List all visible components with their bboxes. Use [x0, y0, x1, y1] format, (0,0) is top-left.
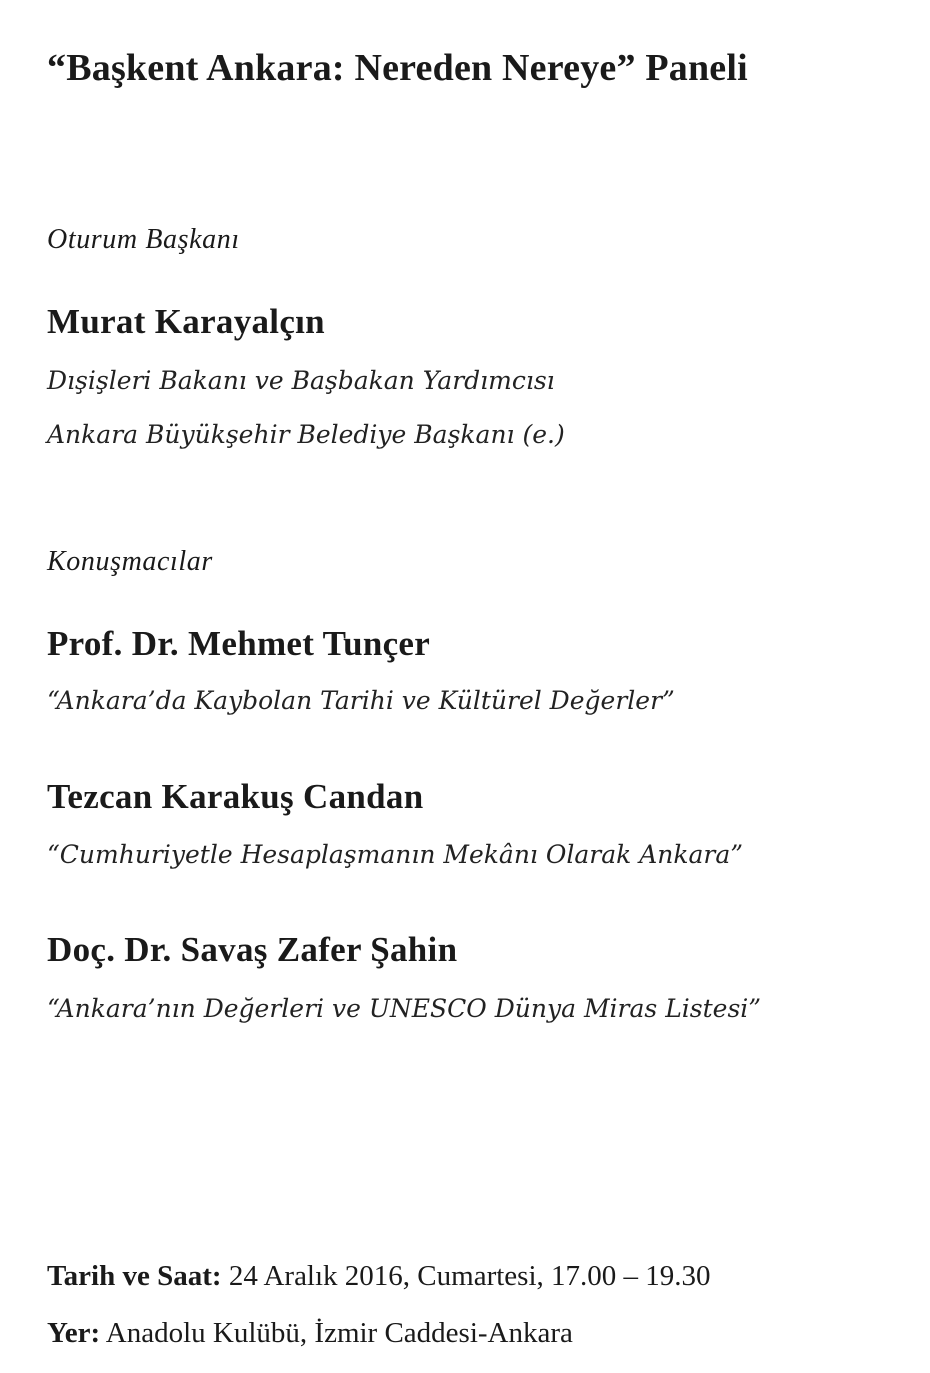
venue-label: Yer:	[47, 1317, 101, 1349]
speaker-topic: “Cumhuriyetle Hesaplaşmanın Mekânı Olarak Ankara”	[47, 840, 744, 869]
datetime-label: Tarih ve Saat:	[47, 1260, 222, 1292]
event-datetime	[47, 1257, 711, 1295]
chair-title-line: Dışişleri Bakanı ve Başbakan Yardımcısı	[47, 366, 555, 395]
venue-value: Anadolu Kulübü, İzmir Caddesi-Ankara	[105, 1317, 573, 1349]
speakers-section-label: Konuşmacılar	[47, 546, 213, 577]
speaker-name: Prof. Dr. Mehmet Tunçer	[47, 624, 431, 663]
datetime-value: 24 Aralık 2016, Cumartesi, 17.00 – 19.30	[228, 1260, 711, 1292]
page-title: “Başkent Ankara: Nereden Nereye” Paneli	[47, 47, 748, 89]
speaker-name: Tezcan Karakuş Candan	[47, 777, 424, 816]
speaker-name: Doç. Dr. Savaş Zafer Şahin	[47, 930, 458, 969]
speaker-topic: “Ankara’da Kaybolan Tarihi ve Kültürel Değerler”	[47, 686, 675, 715]
speaker-topic: “Ankara’nın Değerleri ve UNESCO Dünya Miras Listesi”	[47, 994, 762, 1023]
chair-section-label: Oturum Başkanı	[47, 224, 240, 255]
chair-title-line: Ankara Büyükşehir Belediye Başkanı (e.)	[47, 420, 565, 449]
chair-name: Murat Karayalçın	[47, 302, 325, 341]
event-venue	[47, 1314, 573, 1352]
